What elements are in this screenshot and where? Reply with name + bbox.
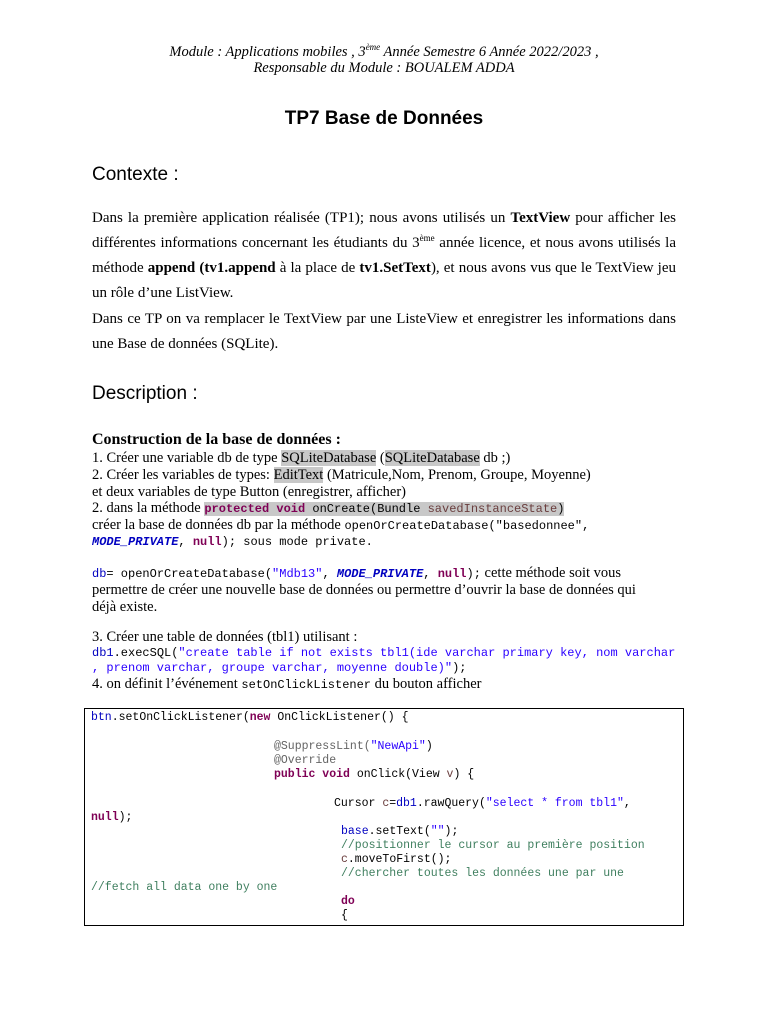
module-header-line2 (0, 60, 768, 77)
keyword: null (192, 535, 222, 549)
text: du bouton afficher (371, 676, 482, 692)
header-text: Module : Applications mobiles , 3 (169, 43, 366, 60)
construction-subheading: Construction de la base de données : (92, 431, 341, 448)
code: .setOnClickListener( (111, 711, 250, 724)
keyword: new (249, 711, 271, 724)
code-line-5 (334, 797, 631, 810)
variable: db1 (396, 797, 417, 810)
param: v (446, 768, 454, 781)
code: , (623, 797, 631, 810)
code-line-10: //chercher toutes les données une par une (341, 867, 624, 880)
page-title: TP7 Base de Données (284, 108, 484, 129)
item-1 (92, 450, 510, 467)
text: ( (376, 450, 385, 466)
text: pour afficher les différentes informations concernant les étudiants du 3 (92, 210, 677, 251)
code: ); (466, 567, 481, 581)
item-3 (92, 500, 564, 517)
variable: c (382, 797, 390, 810)
code: onClick(View (349, 768, 447, 781)
text: 2. dans la méthode (92, 500, 205, 516)
code: ); (444, 825, 459, 838)
bold-text: tv1.SetText (359, 260, 431, 276)
string: , prenom varchar, groupe varchar, moyenne double)" (92, 661, 453, 675)
constant: MODE_PRIVATE (336, 567, 424, 581)
db-text-line-3: déjà existe. (92, 599, 158, 615)
header-text-2: Année Semestre 6 Année 2022/2023 , (380, 43, 599, 60)
code: , (178, 535, 193, 549)
code: ); (118, 811, 133, 824)
param: savedInstanceState (427, 502, 558, 516)
string: "create table if not exists tbl1(ide varchar primary key, nom varchar (178, 646, 676, 660)
variable: btn (91, 711, 112, 724)
keyword: public void (274, 768, 350, 781)
module-header-line1 (0, 42, 768, 61)
highlight: SQLiteDatabase (281, 450, 377, 466)
string: "NewApi" (370, 740, 426, 753)
code: setOnClickListener (241, 678, 372, 692)
item-2 (92, 467, 591, 484)
highlight: SQLiteDatabase (384, 450, 480, 466)
text: à la place de (275, 260, 360, 276)
text: 4. on définit l’événement (92, 676, 242, 692)
text: 1. Créer une variable db de type (92, 450, 282, 466)
code: openOrCreateDatabase("basedonnee", (344, 519, 590, 533)
variable: base (341, 825, 369, 838)
code-highlight (204, 502, 564, 516)
header-sup: ème (365, 42, 381, 52)
code-line-12: do (341, 895, 355, 908)
code: .moveToFirst(); (347, 853, 452, 866)
bold-text: TextView (510, 210, 571, 226)
code: , (423, 567, 438, 581)
code: ) { (453, 768, 475, 781)
item-3-line-3 (92, 535, 373, 549)
variable: db1 (92, 646, 114, 660)
text: (Matricule,Nom, Prenom, Groupe, Moyenne) (323, 467, 591, 483)
string: "Mdb13" (272, 567, 323, 581)
code-line-13: { (341, 909, 348, 922)
code-line-7 (341, 825, 458, 838)
code-line-3: @Override (274, 754, 337, 767)
code-line-9 (341, 853, 451, 866)
db-open-line (92, 565, 621, 582)
code: , (322, 567, 337, 581)
text: cette méthode soit vous (480, 565, 622, 581)
code: .rawQuery( (416, 797, 486, 810)
item-5 (92, 676, 481, 693)
highlight: EditText (273, 467, 324, 483)
code-line-2 (274, 740, 433, 753)
section-description-heading: Description : (92, 383, 198, 404)
text: db ;) (479, 450, 511, 466)
code-line-4 (274, 768, 474, 781)
code: Cursor (334, 797, 383, 810)
exec-sql-line-1 (92, 646, 675, 660)
code: = (389, 797, 397, 810)
text: année licence, et nous avons utilisés la méthode (92, 235, 676, 276)
annotation: @SuppressLint( (274, 740, 371, 753)
text: 2. Créer les variables de types: (92, 467, 274, 483)
code: ) (557, 502, 565, 516)
code-listing-box (84, 708, 684, 926)
header-responsable: Responsable du Module : BOUALEM ADDA (253, 60, 515, 76)
sup: ème (419, 233, 435, 243)
constant: MODE_PRIVATE (92, 535, 179, 549)
contexte-paragraph-1 (92, 206, 676, 306)
string: "select * from tbl1" (485, 797, 624, 810)
code-line-1 (91, 711, 409, 724)
contexte-paragraph-2: Dans ce TP on va remplacer le TextView par une ListeView et enregistrer les informations dans une Base de données (SQLite). (92, 311, 676, 352)
item-4-heading: 3. Créer une table de données (tbl1) utilisant : (92, 629, 358, 645)
db-text-line-2: permettre de créer une nouvelle base de données ou permettre d’ouvrir la base de données qui (92, 582, 636, 598)
text: créer la base de données db par la méthode (92, 517, 345, 533)
code-line-6 (91, 811, 132, 824)
code: ); sous mode private. (221, 535, 373, 549)
keyword: null (91, 811, 119, 824)
variable: c (341, 853, 348, 866)
keyword: protected void (204, 502, 306, 516)
code: ); (452, 661, 467, 675)
item-3-line-2 (92, 517, 589, 534)
keyword: null (437, 567, 467, 581)
code: onCreate(Bundle (305, 502, 428, 516)
text: ), et nous avons vus que le TextView jeu un rôle d’une ListView. (92, 260, 677, 301)
code: ) (425, 740, 433, 753)
bold-text: append (tv1.append (147, 260, 276, 276)
code: .setText( (368, 825, 431, 838)
string: "" (430, 825, 445, 838)
code: OnClickListener() { (270, 711, 409, 724)
text: Dans la première application réalisée (TP1); nous avons utilisés un (92, 210, 511, 226)
code: = openOrCreateDatabase( (106, 567, 273, 581)
code: .execSQL( (113, 646, 179, 660)
item-2-line-2: et deux variables de type Button (enregistrer, afficher) (92, 484, 406, 500)
variable: db (92, 567, 107, 581)
section-contexte-heading: Contexte : (92, 164, 179, 185)
code-line-8: //positionner le cursor au première position (341, 839, 645, 852)
code-line-11: //fetch all data one by one (91, 881, 278, 894)
exec-sql-line-2 (92, 661, 466, 675)
